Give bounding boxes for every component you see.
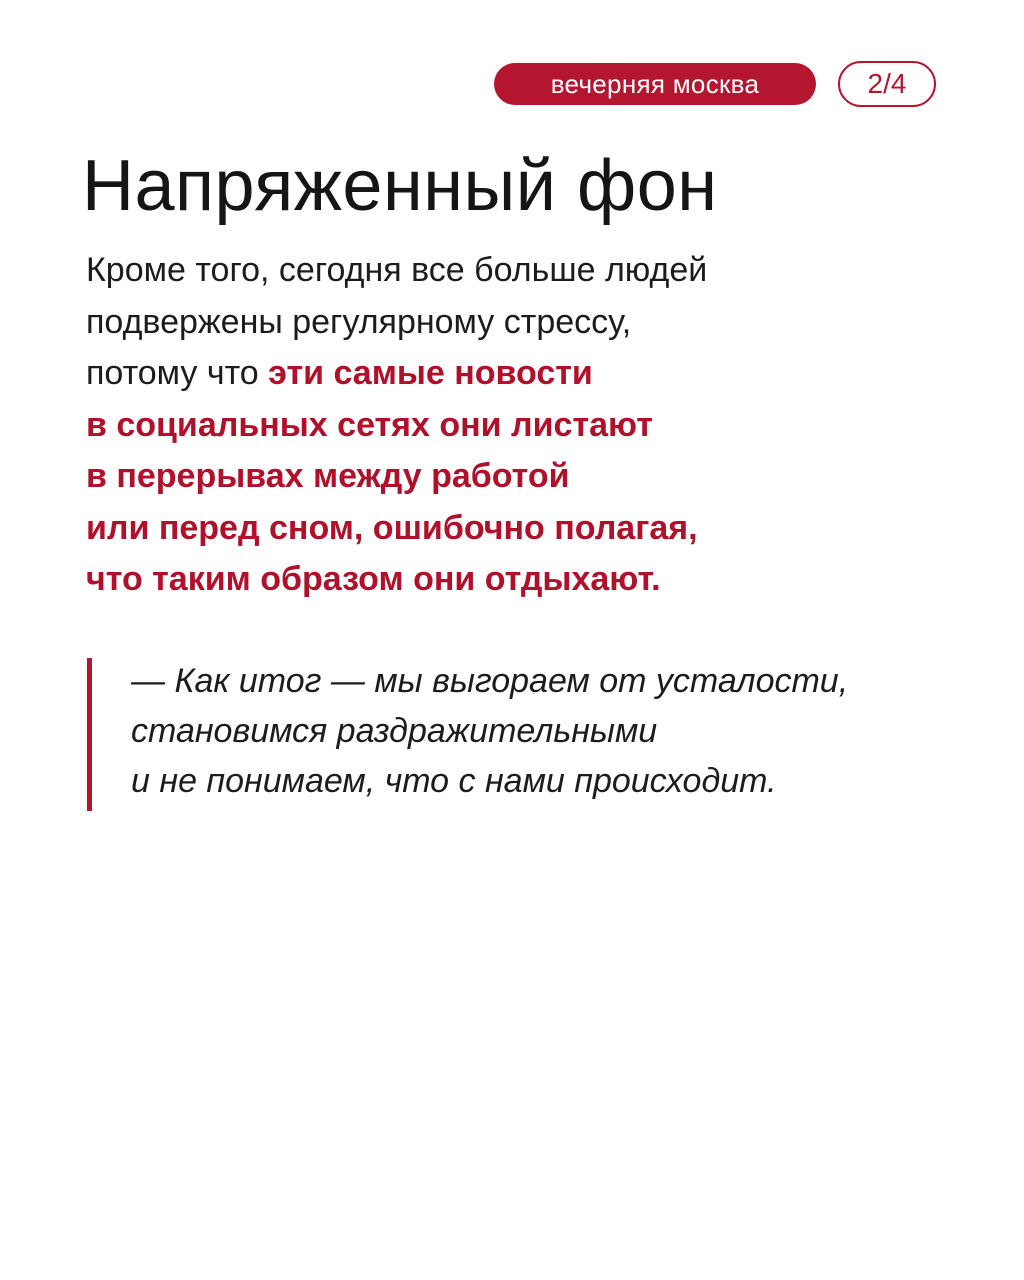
quote-line-1: — Как итог — мы выгораем от усталости, — [131, 662, 849, 700]
quote-line-3: и не понимаем, что с нами происходит. — [131, 762, 777, 800]
page-title: Напряженный фон — [82, 146, 718, 226]
body-line-1: Кроме того, сегодня все больше людей — [86, 251, 708, 289]
body-line-5: в перерывах между работой — [86, 457, 570, 495]
quote-bar — [87, 658, 92, 811]
body-line-4: в социальных сетях они листают — [86, 405, 653, 444]
body-line-7: что таким образом они отдыхают. — [86, 560, 661, 598]
body-line-3-accent: эти самые новости — [268, 354, 593, 392]
brand-badge: вечерняя москва — [494, 63, 816, 105]
body-paragraph — [86, 245, 966, 606]
body-line-2: подвержены регулярному стрессу, — [86, 302, 632, 341]
body-line-3-plain: потому что — [86, 354, 269, 392]
body-line-6: или перед сном, ошибочно полагая, — [86, 508, 698, 547]
quote-line-2: становимся раздражительными — [131, 712, 658, 750]
body-line-3 — [86, 348, 966, 400]
quote — [131, 656, 991, 806]
page-counter: 2/4 — [838, 61, 936, 107]
